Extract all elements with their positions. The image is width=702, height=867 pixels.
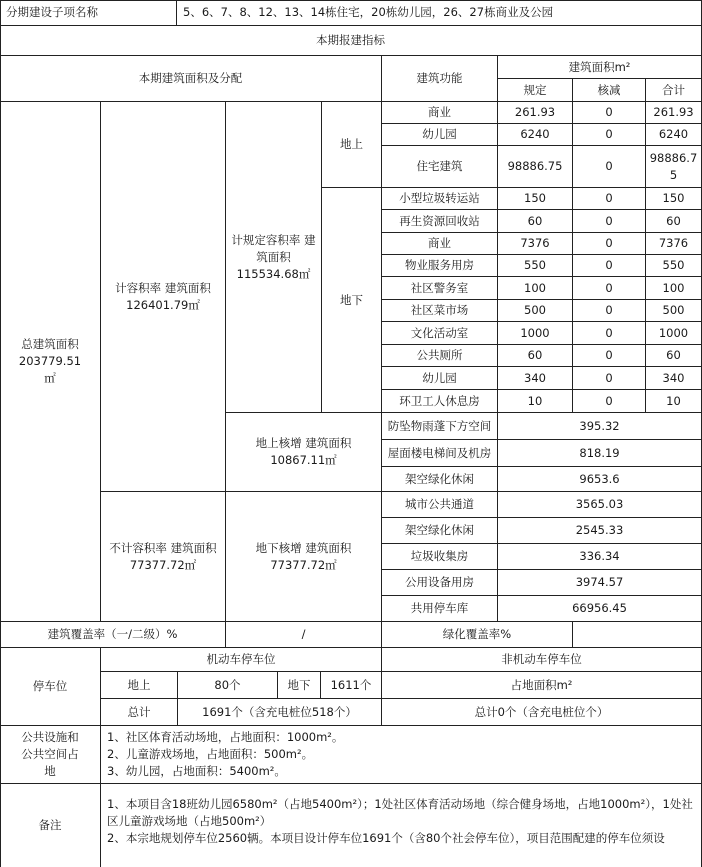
above-row-verified: 0 <box>573 102 646 124</box>
below-row-verified: 0 <box>573 188 646 210</box>
below-row-verified: 0 <box>573 255 646 277</box>
below-row-name: 小型垃圾转运站 <box>382 188 498 210</box>
below-row-name: 再生资源回收站 <box>382 210 498 233</box>
below-row-planned: 60 <box>498 210 573 233</box>
below-row-verified: 0 <box>573 345 646 367</box>
far-area-cell: 计容积率 建筑面积126401.79㎡ <box>101 102 226 492</box>
above-row-verified: 0 <box>573 124 646 146</box>
below-row-name: 幼儿园 <box>382 367 498 390</box>
above-row-total: 261.93 <box>646 102 702 124</box>
bonus-row-name: 防坠物雨蓬下方空间 <box>382 413 498 440</box>
below-row-verified: 0 <box>573 367 646 390</box>
parking-below-value: 1611个 <box>321 672 382 699</box>
below-row-verified: 0 <box>573 277 646 300</box>
bonus-row-name: 垃圾收集房 <box>382 544 498 570</box>
bonus-row-value: 336.34 <box>498 544 702 570</box>
bonus-row-value: 9653.6 <box>498 467 702 492</box>
sub-project-label: 分期建设子项名称 <box>0 0 177 26</box>
motor-parking-header: 机动车停车位 <box>101 648 382 672</box>
below-row-total: 10 <box>646 390 702 413</box>
non-far-area-cell: 不计容积率 建筑面积77377.72㎡ <box>101 492 226 622</box>
section-title: 本期报建指标 <box>0 26 702 56</box>
nonmotor-parking-header: 非机动车停车位 <box>382 648 702 672</box>
bonus-row-name: 架空绿化休闲 <box>382 467 498 492</box>
below-row-name: 物业服务用房 <box>382 255 498 277</box>
above-row-planned: 261.93 <box>498 102 573 124</box>
below-row-total: 60 <box>646 345 702 367</box>
planned-far-area-cell: 计规定容积率 建筑面积 115534.68㎡ <box>226 102 322 413</box>
below-row-verified: 0 <box>573 322 646 345</box>
sub-project-value: 5、6、7、8、12、13、14栋住宅，20栋幼儿园，26、27栋商业及公园 <box>177 0 702 26</box>
below-row-name: 商业 <box>382 233 498 255</box>
below-row-planned: 340 <box>498 367 573 390</box>
below-row-planned: 60 <box>498 345 573 367</box>
bonus-row-name: 屋面楼电梯间及机房 <box>382 440 498 467</box>
bonus-row-value: 66956.45 <box>498 596 702 622</box>
below-row-name: 公共厕所 <box>382 345 498 367</box>
below-row-verified: 0 <box>573 390 646 413</box>
bonus-row-value: 3974.57 <box>498 570 702 596</box>
above-row-total: 98886.75 <box>646 146 702 188</box>
below-row-planned: 550 <box>498 255 573 277</box>
function-header: 建筑功能 <box>382 56 498 102</box>
building-area-header: 建筑面积m² <box>498 56 702 79</box>
parking-above-label: 地上 <box>101 672 178 699</box>
bonus-row-name: 公用设备用房 <box>382 570 498 596</box>
nonmotor-total: 总计0个（含充电桩位个） <box>382 699 702 726</box>
parking-total-label: 总计 <box>101 699 178 726</box>
bonus-row-value: 3565.03 <box>498 492 702 518</box>
below-row-total: 150 <box>646 188 702 210</box>
above-ground-cell: 地上 <box>322 102 382 188</box>
bonus-row-name: 架空绿化休闲 <box>382 518 498 544</box>
bonus-row-name: 共用停车库 <box>382 596 498 622</box>
remark-item: 2、本宗地规划停车位2560辆。本项目设计停车位1691个（含80个社会停车位），项目范围配建的停车位须设 <box>107 831 665 845</box>
below-row-verified: 0 <box>573 300 646 322</box>
bonus-row-name: 城市公共通道 <box>382 492 498 518</box>
below-row-verified: 0 <box>573 210 646 233</box>
below-row-planned: 150 <box>498 188 573 210</box>
public-item: 3、幼儿园，占地面积：5400m²。 <box>107 764 286 778</box>
below-row-name: 社区警务室 <box>382 277 498 300</box>
parking-above-value: 80个 <box>178 672 278 699</box>
below-row-total: 60 <box>646 210 702 233</box>
above-row-planned: 98886.75 <box>498 146 573 188</box>
below-ground-bonus-cell: 地下核增 建筑面积77377.72㎡ <box>226 492 382 622</box>
nonmotor-area: 占地面积m² <box>382 672 702 699</box>
above-row-planned: 6240 <box>498 124 573 146</box>
parking-below-label: 地下 <box>278 672 321 699</box>
below-ground-cell: 地下 <box>322 188 382 413</box>
above-row-name: 幼儿园 <box>382 124 498 146</box>
below-row-total: 1000 <box>646 322 702 345</box>
below-row-total: 340 <box>646 367 702 390</box>
below-row-total: 100 <box>646 277 702 300</box>
public-item: 1、社区体育活动场地，占地面积：1000m²。 <box>107 730 344 744</box>
bonus-row-value: 2545.33 <box>498 518 702 544</box>
verified-header: 核减 <box>573 79 646 102</box>
green-coverage-label: 绿化覆盖率% <box>382 622 573 648</box>
parking-total-value: 1691个（含充电桩位518个） <box>178 699 382 726</box>
below-row-name: 文化活动室 <box>382 322 498 345</box>
above-row-name: 住宅建筑 <box>382 146 498 188</box>
public-item: 2、儿童游戏场地，占地面积：500m²。 <box>107 747 314 761</box>
coverage-value: / <box>226 622 382 648</box>
area-allocation-header: 本期建筑面积及分配 <box>0 56 382 102</box>
below-row-planned: 10 <box>498 390 573 413</box>
above-ground-bonus-cell: 地上核增 建筑面积10867.11㎡ <box>226 413 382 492</box>
remarks-label: 备注 <box>0 784 101 867</box>
planned-header: 规定 <box>498 79 573 102</box>
coverage-label: 建筑覆盖率（一/二级）% <box>0 622 226 648</box>
parking-label: 停车位 <box>0 648 101 726</box>
bonus-row-value: 818.19 <box>498 440 702 467</box>
below-row-total: 7376 <box>646 233 702 255</box>
above-row-name: 商业 <box>382 102 498 124</box>
below-row-total: 500 <box>646 300 702 322</box>
below-row-name: 社区菜市场 <box>382 300 498 322</box>
below-row-planned: 500 <box>498 300 573 322</box>
below-row-name: 环卫工人休息房 <box>382 390 498 413</box>
above-row-verified: 0 <box>573 146 646 188</box>
below-row-total: 550 <box>646 255 702 277</box>
bonus-row-value: 395.32 <box>498 413 702 440</box>
total-area-cell: 总建筑面积 203779.51㎡ <box>0 102 101 622</box>
below-row-planned: 1000 <box>498 322 573 345</box>
green-coverage-value <box>573 622 702 648</box>
below-row-planned: 100 <box>498 277 573 300</box>
below-row-verified: 0 <box>573 233 646 255</box>
public-space-list <box>101 726 702 784</box>
below-row-planned: 7376 <box>498 233 573 255</box>
total-header: 合计 <box>646 79 702 102</box>
remarks-list <box>101 784 702 867</box>
public-space-label: 公共设施和 公共空间占地 <box>0 726 101 784</box>
above-row-total: 6240 <box>646 124 702 146</box>
remark-item: 1、本项目含18班幼儿园6580m²（占地5400m²）；1处社区体育活动场地（综合健身场地，占地1000m²），1处社区儿童游戏场地（占地500m²） <box>107 797 693 828</box>
